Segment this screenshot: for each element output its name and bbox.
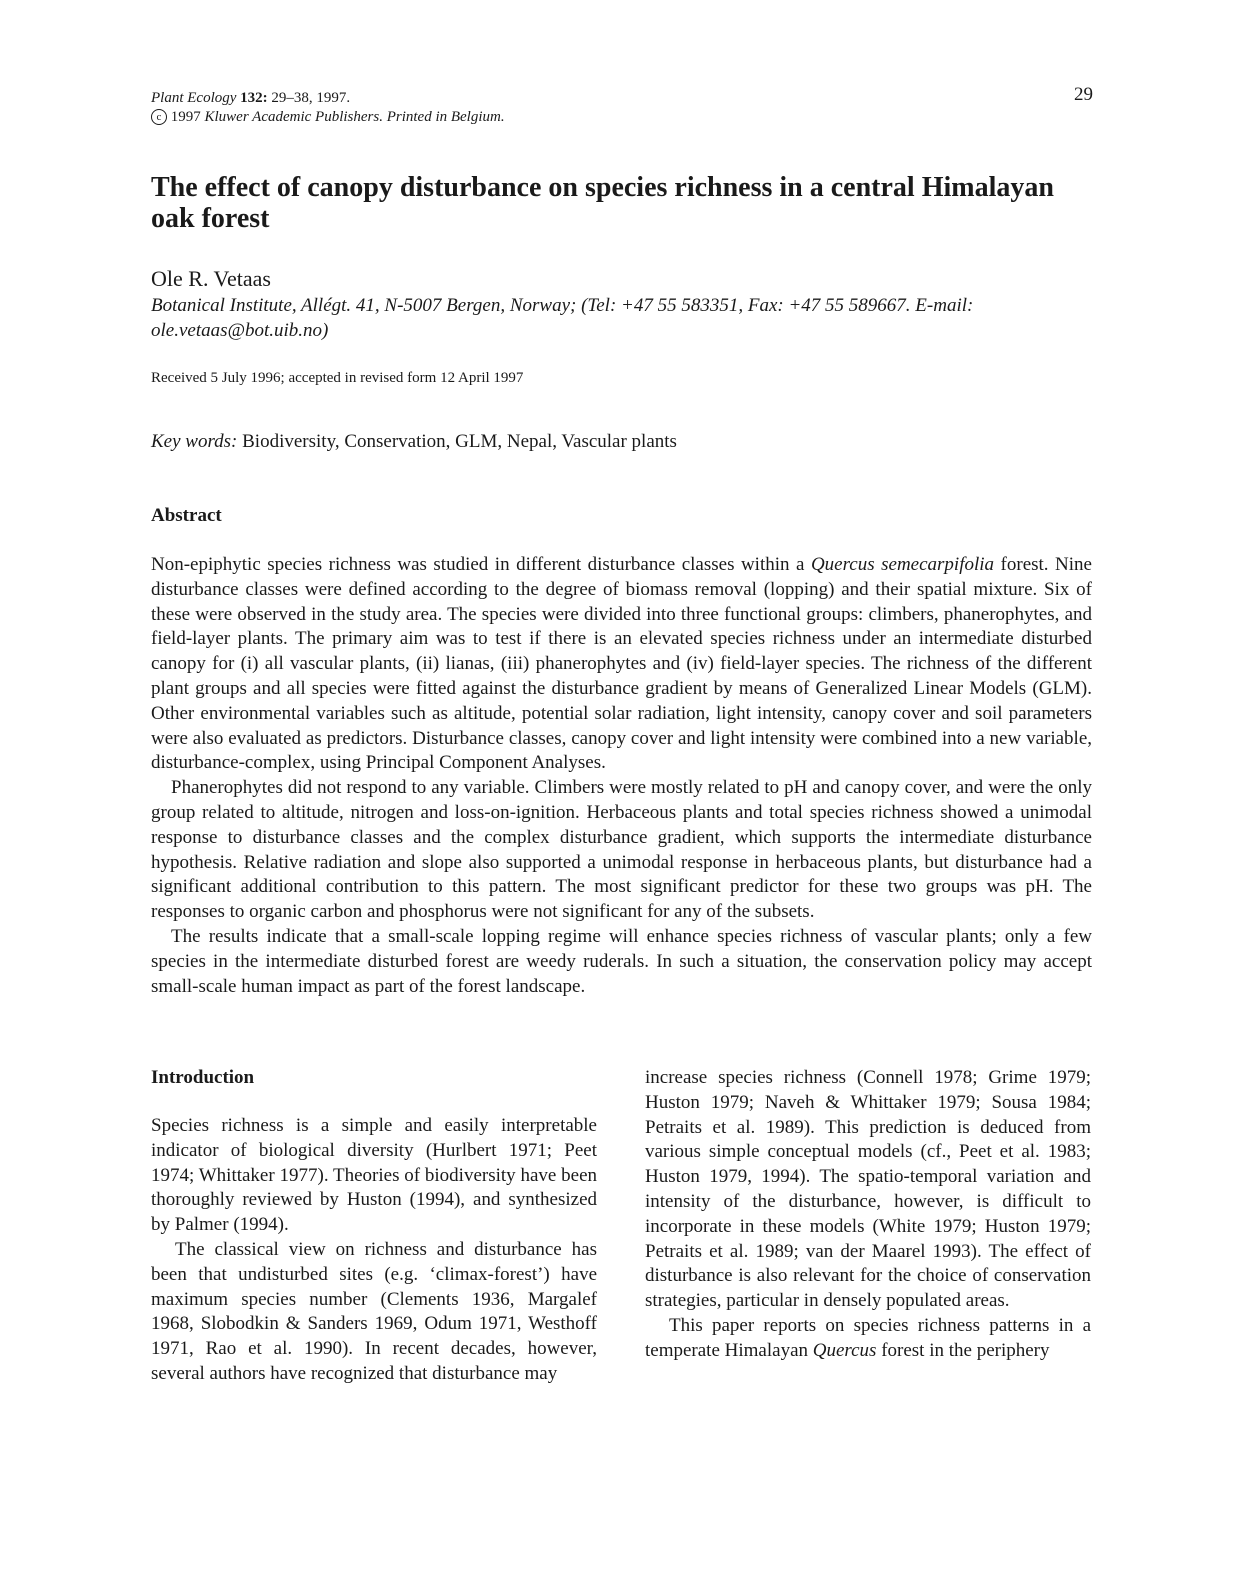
copyright-year: 1997 <box>167 109 205 125</box>
journal-pages-year: 29–38, 1997. <box>267 90 351 106</box>
intro-paragraph-1: Species richness is a simple and easily interpretable indicator of biological diversity (Hurlbert 1971; Peet 1974; Whittaker 1977). Theories of biodiversity have been thoroughly reviewed by Huston (1994), and synthesized by Palmer (1994). <box>151 1115 597 1236</box>
page-number: 29 <box>1074 84 1093 105</box>
introduction-heading: Introduction <box>151 1067 255 1088</box>
keywords <box>151 430 677 454</box>
introduction-right-column <box>645 1066 1091 1364</box>
species-name: Quercus semecarpifolia <box>810 554 995 575</box>
copyright-icon: c <box>151 109 167 125</box>
genus-name: Quercus <box>812 1339 877 1361</box>
journal-name: Plant Ecology <box>151 90 237 106</box>
intro-paragraph-3 <box>645 1314 1091 1364</box>
copyright-notice <box>151 107 505 127</box>
abstract-paragraph-3: The results indicate that a small-scale lopping regime will enhance species richness of vascular plants; only a few species in the intermediate disturbed forest are weedy ruderals. In such a situation, the conservation policy may accept small-scale human impact as part of the forest landscape. <box>151 925 1092 997</box>
abstract-p1-end: forest. Nine disturbance classes were defined according to the degree of biomass removal (lopping) and their spatial mixture. Six of these were observed in the study area. The species were divided into three functional groups: climbers, phanerophytes, and field-layer plants. The primary aim was to test if there is an elevated species richness under an intermediate disturbed canopy for (i) all vascular plants, (ii) lianas, (iii) phanerophytes and (iv) field-layer species. The richness of the different plant groups and all species were fitted against the disturbance gradient by means of Generalized Linear Models (GLM). Other environmental variables such as altitude, potential solar radiation, light intensity, canopy cover and soil parameters were also evaluated as predictors. Disturbance classes, canopy cover and light intensity were combined into a new variable, disturbance-complex, using Principal Component Analyses. <box>151 554 1092 774</box>
journal-citation <box>151 88 350 108</box>
author-name: Ole R. Vetaas <box>151 266 271 291</box>
abstract-body <box>151 553 1092 999</box>
abstract-paragraph-2: Phanerophytes did not respond to any variable. Climbers were mostly related to pH and canopy cover, and were the only group related to altitude, nitrogen and loss-on-ignition. Herbaceous plants and total species richness showed a unimodal response to disturbance classes and the complex disturbance gradient, which supports the intermediate disturbance hypothesis. Relative radiation and slope also supported a unimodal response in herbaceous plants, but disturbance had a significant additional contribution to this pattern. The most significant predictor for these two groups was pH. The responses to organic carbon and phosphorus were not significant for any of the subsets. <box>151 777 1092 923</box>
journal-volume: 132: <box>240 90 268 106</box>
intro-paragraph-2-continued: increase species richness (Connell 1978; Grime 1979; Huston 1979; Naveh & Whittaker 1979; Sousa 1984; Petraits et al. 1989). This prediction is deduced from various simple conceptual models (cf., Peet et al. 1983; Huston 1979, 1994). The spatio-temporal variation and intensity of the disturbance, however, is difficult to incorporate in these models (White 1979; Huston 1979; Petraits et al. 1989; van der Maarel 1993). The effect of disturbance is also relevant for the choice of conservation strategies, particular in densely populated areas. <box>645 1067 1091 1312</box>
intro-p3-start: This paper reports on species richness patterns in a temperate Himalayan <box>645 1314 1091 1361</box>
introduction-left-column <box>151 1114 597 1387</box>
abstract-paragraph-1 <box>151 553 1092 776</box>
abstract-p1-start: Non-epiphytic species richness was studied in different disturbance classes within a <box>151 554 811 575</box>
publisher: Kluwer Academic Publishers. Printed in Belgium. <box>204 109 505 125</box>
intro-paragraph-2: The classical view on richness and disturbance has been that undisturbed sites (e.g. ‘climax-forest’) have maximum species number (Clements 1936, Margalef 1968, Slobodkin & Sanders 1969, Odum 1971, Westhoff 1971, Rao et al. 1990). In recent decades, however, several authors have recognized that disturbance may <box>151 1238 597 1384</box>
keywords-list: Biodiversity, Conservation, GLM, Nepal, Vascular plants <box>237 431 677 452</box>
abstract-heading: Abstract <box>151 505 222 526</box>
keywords-label: Key words: <box>151 431 238 452</box>
received-dates: Received 5 July 1996; accepted in revised form 12 April 1997 <box>151 370 524 386</box>
intro-p3-end: forest in the periphery <box>876 1339 1050 1361</box>
article-title: The effect of canopy disturbance on species richness in a central Himalayan oak forest <box>151 172 1054 234</box>
author-affiliation: Botanical Institute, Allégt. 41, N-5007 Bergen, Norway; (Tel: +47 55 583351, Fax: +47 55 589667. E-mail: ole.vetaas@bot.uib.no) <box>151 295 974 341</box>
